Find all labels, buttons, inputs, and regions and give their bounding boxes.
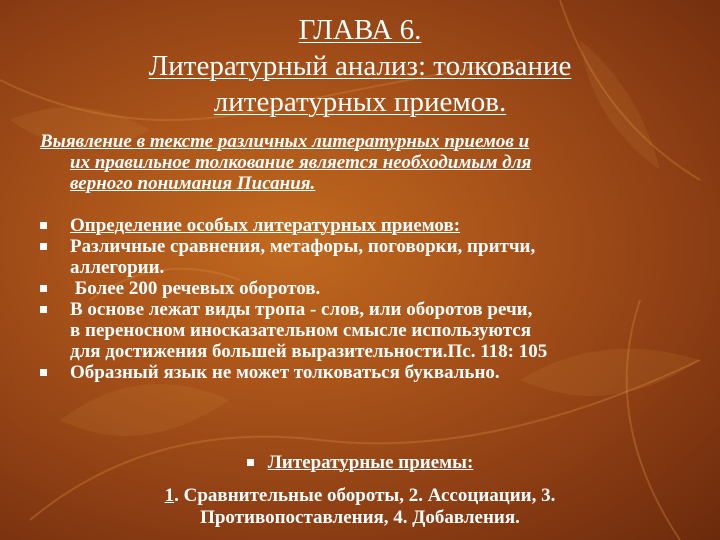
bullet-line: аллегории. [70,257,165,278]
bullet-item [40,278,680,299]
subheading-row [0,452,720,473]
bullet-line: для достижения большей выразительности.Пс. 118: 105 [70,341,548,362]
bullet-item [40,236,680,278]
title-line-3: литературных приемов. [213,86,507,118]
intro-line-1: Выявление в тексте различных литературных приемов и [40,131,530,152]
device-list [0,485,720,529]
bullet-list [40,215,680,383]
bullet-line: Более 200 речевых оборотов. [70,278,321,299]
subheading: Литературные приемы: [267,452,474,473]
list-line-text: . Сравнительные обороты, 2. Ассоциации, 3. [174,485,556,506]
square-bullet-icon [40,222,47,229]
square-bullet-icon [40,369,47,376]
square-bullet-icon [40,285,47,292]
device-list-line-1 [0,485,720,507]
bullet-item [40,215,680,236]
bullet-item [40,362,680,383]
bullet-item [40,299,680,362]
device-list-line-2: Противопоставления, 4. Добавления. [200,507,520,528]
bullet-line: Определение особых литературных приемов: [70,215,461,236]
square-bullet-icon [40,306,47,313]
bullet-line: В основе лежат виды тропа - слов, или оборотов речи, [70,299,533,320]
intro-line-3: верного понимания Писания. [70,173,316,194]
title-line-2: Литературный анализ: толкование [148,50,572,82]
slide-title [60,12,660,120]
list-number: 1 [164,485,175,506]
intro-line-2: их правильное толкование является необходимым для [70,152,532,173]
bullet-line: Образный язык не может толковаться буквально. [70,362,500,383]
square-bullet-icon [247,459,254,466]
intro-paragraph [40,131,680,194]
title-line-1: ГЛАВА 6. [298,14,422,46]
bullet-line: в переносном иносказательном смысле используются [70,320,531,341]
bullet-line: Различные сравнения, метафоры, поговорки, притчи, [70,236,536,257]
square-bullet-icon [40,243,47,250]
